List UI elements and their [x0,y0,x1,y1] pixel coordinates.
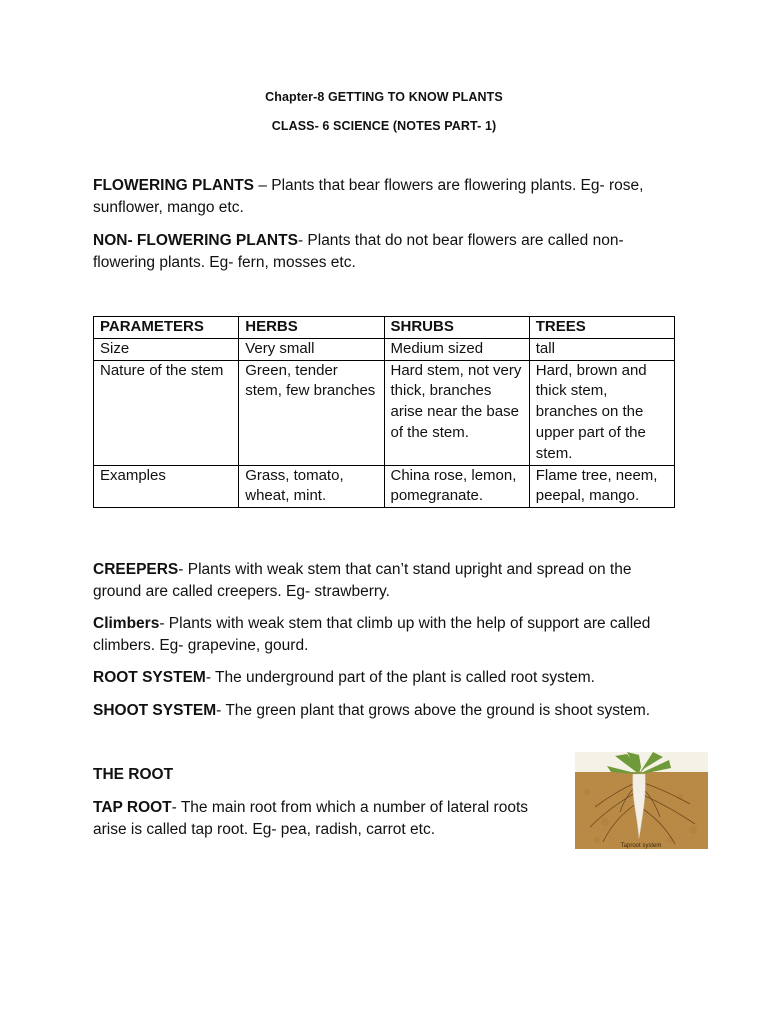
table-cell: Hard, brown and thick stem, branches on the upper part of the stem. [529,360,674,465]
chapter-title: Chapter-8 GETTING TO KNOW PLANTS [265,90,503,104]
term: FLOWERING PLANTS [93,177,255,194]
column-header: HERBS [239,317,384,339]
climbers-definition [93,613,663,657]
figure-caption: Taproot system [620,843,662,849]
table-row [94,338,675,360]
term: ROOT SYSTEM [93,669,206,686]
tap-root-definition [93,797,563,841]
table-cell: Size [94,338,239,360]
table-cell: China rose, lemon, pomegranate. [384,465,529,508]
table-cell: Hard stem, not very thick, branches arise near the base of the stem. [384,360,529,465]
table-cell: Green, tender stem, few branches [239,360,384,465]
column-header: SHRUBS [384,317,529,339]
creepers-definition [93,559,673,603]
table-cell: Medium sized [384,338,529,360]
table-cell: Flame tree, neem, peepal, mango. [529,465,674,508]
column-header: PARAMETERS [94,317,239,339]
term: SHOOT SYSTEM [93,702,217,719]
the-root-heading: THE ROOT [93,766,174,783]
term: NON- FLOWERING PLANTS [93,232,298,249]
class-subtitle: CLASS- 6 SCIENCE (NOTES PART- 1) [271,119,497,133]
definition-text: – Plants that bear flowers are flowering plants. Eg- rose, sunflower, mango etc. [93,177,644,216]
table-cell: Examples [94,465,239,508]
non-flowering-plants-definition [93,230,653,274]
taproot-illustration [575,752,708,849]
table-cell: Grass, tomato, wheat, mint. [239,465,384,508]
table-row [94,465,675,508]
table-cell: Very small [239,338,384,360]
definition-text: - The underground part of the plant is called root system. [205,669,595,686]
term: TAP ROOT [93,799,172,816]
taproot-drawing [575,752,708,849]
table-cell: tall [529,338,674,360]
term: Climbers [93,615,160,632]
definition-text: - Plants that do not bear flowers are called non-flowering plants. Eg- fern, mosses etc. [93,232,624,271]
flowering-plants-definition [93,175,683,219]
table-header-row [94,317,675,339]
definition-text: - Plants with weak stem that can’t stand upright and spread on the ground are called creepers. Eg- strawberry. [93,561,632,600]
definition-text: - The green plant that grows above the ground is shoot system. [216,702,651,719]
table-cell: Nature of the stem [94,360,239,465]
root-system-definition [93,667,683,689]
definition-text: - The main root from which a number of lateral roots arise is called tap root. Eg- pea, radish, carrot etc. [93,799,529,838]
plant-comparison-table [93,316,675,508]
shoot-system-definition [93,700,683,722]
term: CREEPERS [93,561,179,578]
definition-text: - Plants with weak stem that climb up with the help of support are called climbers. Eg- grapevine, gourd. [93,615,651,654]
table-row [94,360,675,465]
column-header: TREES [529,317,674,339]
